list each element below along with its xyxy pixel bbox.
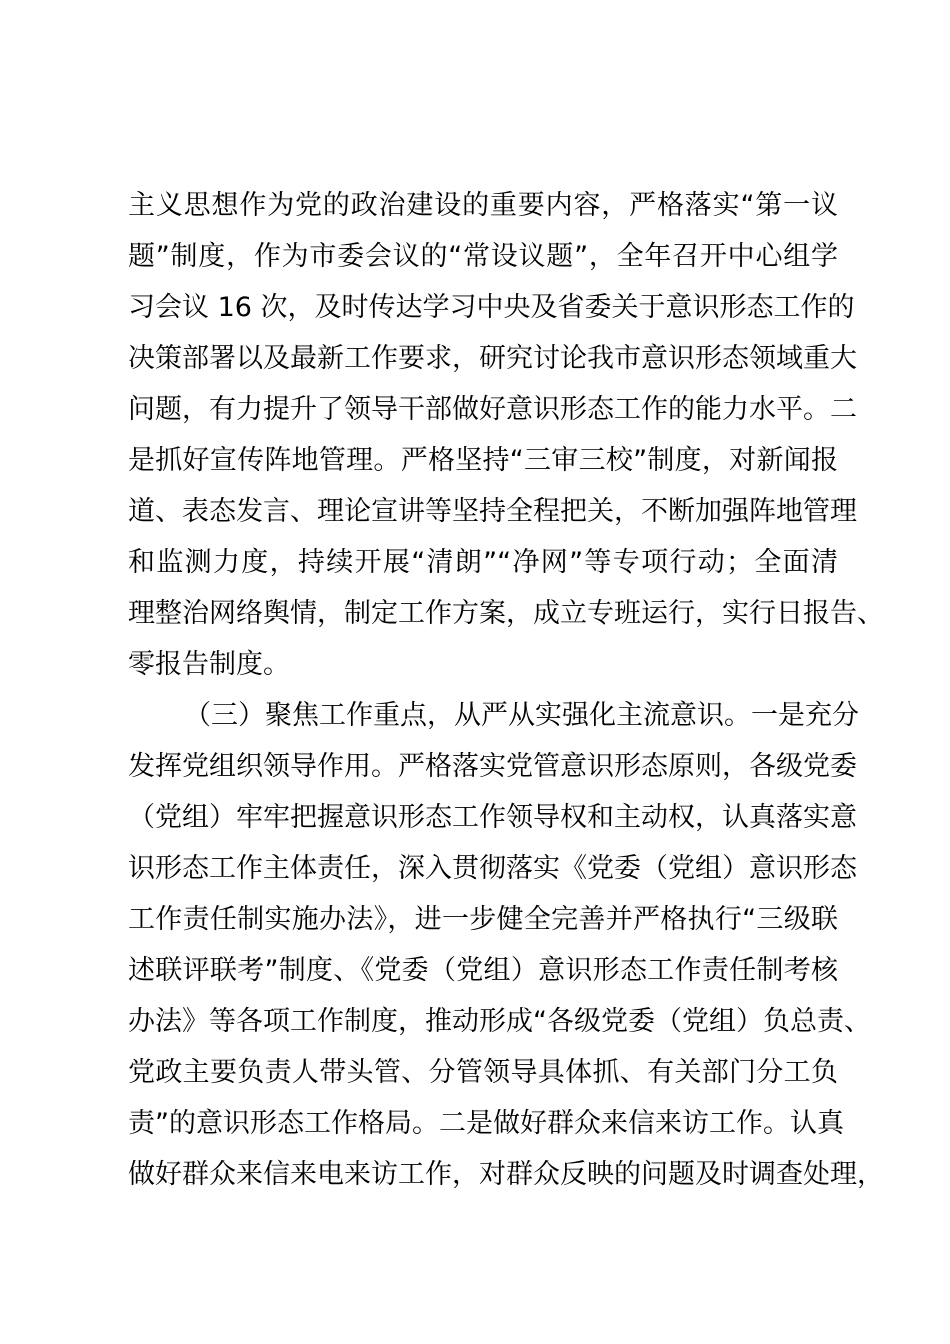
text-line: 主义思想作为党的政治建设的重要内容，严格落实“第一议 bbox=[128, 190, 838, 221]
text-line: 是抓好宣传阵地管理。严格坚持“三审三校”制度，对新闻报 bbox=[128, 445, 838, 476]
text-line: 习会议 16 次，及时传达学习中央及省委关于意识形态工作的 bbox=[128, 292, 855, 323]
text-line: 办法》等各项工作制度，推动形成“各级党委（党组）负总责、 bbox=[128, 1006, 871, 1037]
text-line: 责”的意识形态工作格局。二是做好群众来信来访工作。认真 bbox=[128, 1108, 844, 1139]
text-line: 道、表态发言、理论宣讲等坚持全程把关，不断加强阵地管理 bbox=[128, 496, 857, 527]
text-line: 党政主要负责人带头管、分管领导具体抓、有关部门分工负 bbox=[128, 1057, 838, 1088]
text-line: 识形态工作主体责任，深入贯彻落实《党委（党组）意识形态 bbox=[128, 853, 857, 884]
text-line: （党组）牢牢把握意识形态工作领导权和主动权，认真落实意 bbox=[128, 802, 857, 833]
text-line: 理整治网络舆情，制定工作方案，成立专班运行，实行日报告、 bbox=[128, 598, 884, 629]
text-line: 零报告制度。 bbox=[128, 649, 290, 680]
text-line: 发挥党组织领导作用。严格落实党管意识形态原则，各级党委 bbox=[128, 751, 857, 782]
text-line: 述联评联考”制度、《党委（党组）意识形态工作责任制考核 bbox=[128, 955, 838, 986]
section-heading-line: （三）聚焦工作重点，从严从实强化主流意识。一是充分 bbox=[184, 700, 859, 731]
text-line: 工作责任制实施办法》，进一步健全完善并严格执行“三级联 bbox=[128, 904, 838, 935]
body-text bbox=[128, 180, 884, 1200]
text-line: 问题，有力提升了领导干部做好意识形态工作的能力水平。二 bbox=[128, 394, 857, 425]
text-line: 题”制度，作为市委会议的“常设议题”，全年召开中心组学 bbox=[128, 241, 838, 272]
text-line: 做好群众来信来电来访工作，对群众反映的问题及时调查处理， bbox=[128, 1159, 884, 1190]
text-line: 和监测力度，持续开展“清朗”“净网”等专项行动；全面清 bbox=[128, 547, 838, 578]
text-line: 决策部署以及最新工作要求，研究讨论我市意识形态领域重大 bbox=[128, 343, 857, 374]
